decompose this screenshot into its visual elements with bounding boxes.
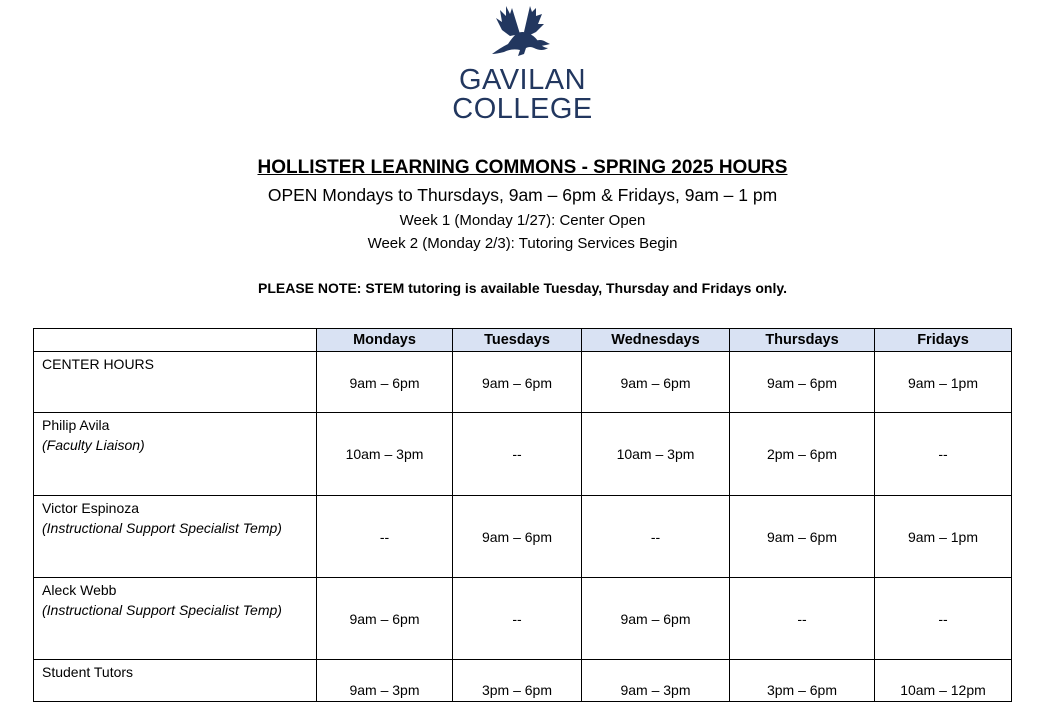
hours-cell: 3pm – 6pm <box>453 660 582 702</box>
hours-cell: 9am – 6pm <box>453 496 582 578</box>
hours-cell: 9am – 3pm <box>582 660 730 702</box>
column-header-monday: Mondays <box>317 329 453 352</box>
week1-text: Week 1 (Monday 1/27): Center Open <box>399 212 646 229</box>
hours-cell: 9am – 1pm <box>875 496 1012 578</box>
row-name: Philip Avila <box>42 417 110 433</box>
hours-cell: -- <box>453 413 582 496</box>
hours-cell: 9am – 6pm <box>317 352 453 413</box>
stem-note: PLEASE NOTE: STEM tutoring is available Tuesday, Thursday and Fridays only. <box>258 280 787 296</box>
hours-cell: 9am – 6pm <box>730 496 875 578</box>
open-hours-text: OPEN Mondays to Thursdays, 9am – 6pm & Fridays, 9am – 1 pm <box>267 185 778 205</box>
page-title: HOLLISTER LEARNING COMMONS - SPRING 2025 HOURS <box>257 157 788 178</box>
hours-cell: -- <box>317 496 453 578</box>
row-label <box>34 496 317 578</box>
document-header <box>0 155 1045 298</box>
hours-cell: -- <box>875 413 1012 496</box>
hours-cell: 9am – 6pm <box>582 578 730 660</box>
logo-line2: COLLEGE <box>452 93 593 125</box>
column-header-wednesday: Wednesdays <box>582 329 730 352</box>
week2-text: Week 2 (Monday 2/3): Tutoring Services Begin <box>367 235 678 252</box>
hours-cell: 10am – 3pm <box>582 413 730 496</box>
hours-cell: 3pm – 6pm <box>730 660 875 702</box>
hours-table <box>33 328 1012 702</box>
hours-cell: 9am – 6pm <box>453 352 582 413</box>
row-label <box>34 352 317 413</box>
hours-cell: -- <box>875 578 1012 660</box>
table-header-row <box>34 329 1012 352</box>
hours-cell: 10am – 12pm <box>875 660 1012 702</box>
row-label <box>34 660 317 702</box>
table-row <box>34 578 1012 660</box>
row-label <box>34 578 317 660</box>
corner-cell <box>34 329 317 352</box>
hours-cell: 9am – 6pm <box>730 352 875 413</box>
logo-line1: GAVILAN <box>458 64 587 96</box>
table-row <box>34 660 1012 702</box>
table-row <box>34 413 1012 496</box>
row-name: CENTER HOURS <box>42 356 155 372</box>
table-row <box>34 352 1012 413</box>
hours-cell: 9am – 1pm <box>875 352 1012 413</box>
hours-cell: 9am – 6pm <box>582 352 730 413</box>
hours-cell: -- <box>730 578 875 660</box>
column-header-tuesday: Tuesdays <box>453 329 582 352</box>
hours-cell: 9am – 3pm <box>317 660 453 702</box>
row-role: (Faculty Liaison) <box>42 437 145 453</box>
row-label <box>34 413 317 496</box>
column-header-thursday: Thursdays <box>730 329 875 352</box>
college-logo <box>0 4 1045 124</box>
table-row <box>34 496 1012 578</box>
hawk-icon <box>490 4 556 60</box>
hours-cell: -- <box>453 578 582 660</box>
row-role: (Instructional Support Specialist Temp) <box>42 602 282 618</box>
hours-cell: 2pm – 6pm <box>730 413 875 496</box>
hours-cell: 9am – 6pm <box>317 578 453 660</box>
row-role: (Instructional Support Specialist Temp) <box>42 520 282 536</box>
hours-cell: 10am – 3pm <box>317 413 453 496</box>
row-name: Aleck Webb <box>42 582 117 598</box>
logo-wordmark <box>0 66 1045 124</box>
column-header-friday: Fridays <box>875 329 1012 352</box>
row-name: Victor Espinoza <box>42 500 140 516</box>
row-name: Student Tutors <box>42 664 134 680</box>
hours-cell: -- <box>582 496 730 578</box>
